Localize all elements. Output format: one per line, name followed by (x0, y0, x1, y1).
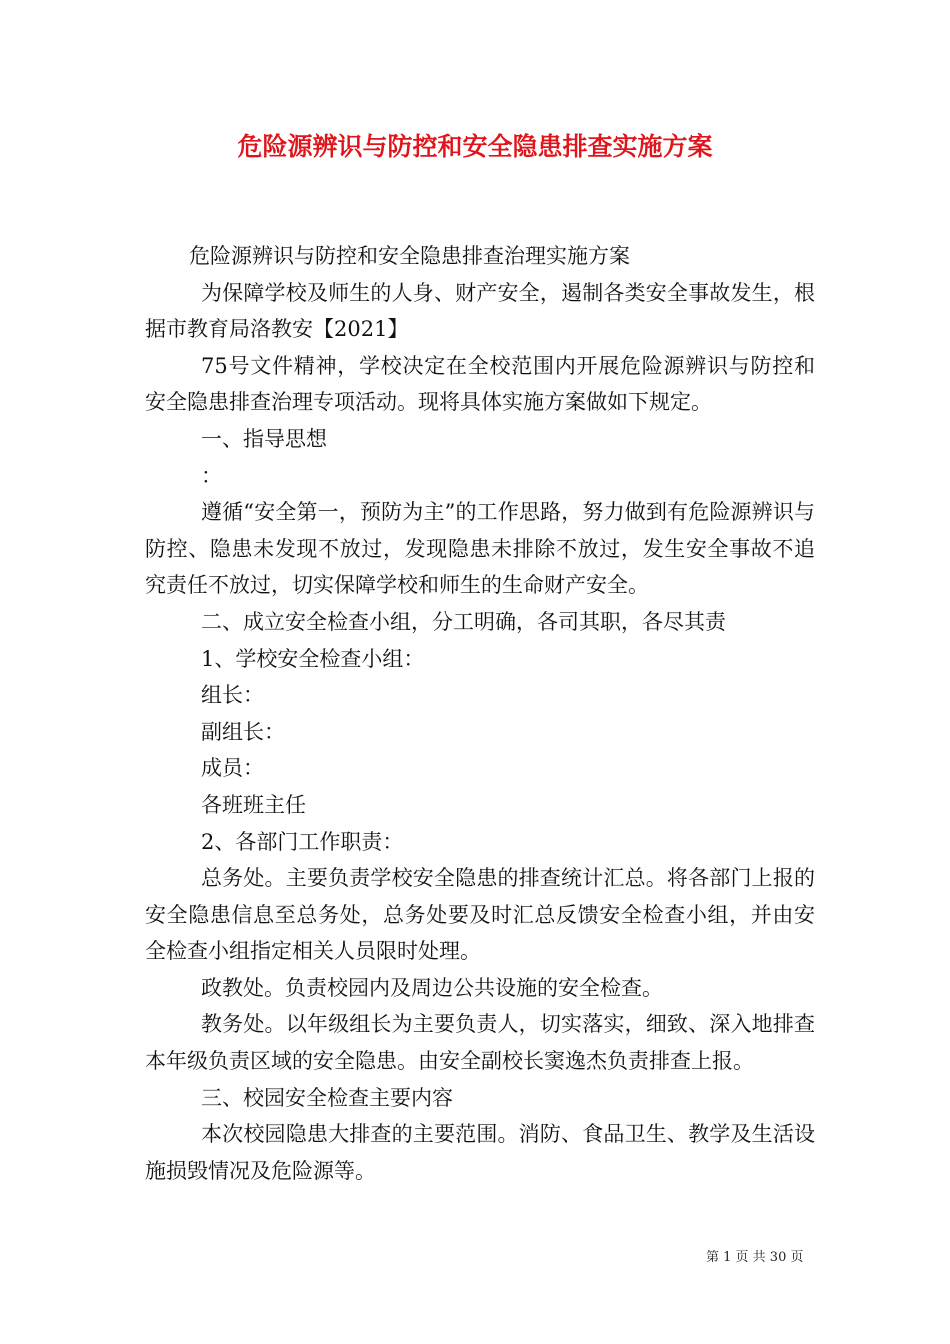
academic-affairs-paragraph: 教务处。以年级组长为主要负责人，切实落实，细致、深入地排查本年级负责区域的安全隐患。由安全副校长窦逸杰负责排查上报。 (145, 1012, 815, 1074)
document-title: 危险源辨识与防控和安全隐患排查实施方案 (237, 132, 713, 161)
subtitle-paragraph: 危险源辨识与防控和安全隐患排查治理实施方案 (189, 244, 630, 268)
members-line: 成员： (201, 756, 264, 781)
deputy-leader-line: 副组长： (201, 719, 285, 744)
page-number: 第 1 页 共 30 页 (706, 1250, 804, 1265)
subheading-inspection-team: 1、学校安全检查小组： (201, 646, 425, 671)
section-heading-team: 二、成立安全检查小组，分工明确，各司其职，各尽其责 (201, 609, 726, 634)
scope-paragraph: 本次校园隐患大排查的主要范围。消防、食品卫生、教学及生活设施损毁情况及危险源等。 (145, 1122, 815, 1183)
general-affairs-paragraph: 总务处。主要负责学校安全隐患的排查统计汇总。将各部门上报的安全隐患信息至总务处，总务处要及时汇总反馈安全检查小组，并由安全检查小组指定相关人员限时处理。 (145, 866, 815, 964)
subheading-department-duties: 2、各部门工作职责： (201, 829, 404, 854)
class-teachers-line: 各班班主任 (201, 792, 306, 817)
document-body (145, 238, 815, 1189)
leader-line: 组长： (201, 683, 264, 708)
intro-paragraph: 为保障学校及师生的人身、财产安全，遏制各类安全事故发生，根据市教育局洛教安【2021】 (145, 280, 815, 342)
section-heading-content: 三、校园安全检查主要内容 (201, 1085, 453, 1110)
colon-line: ： (201, 463, 222, 488)
guiding-paragraph: 遵循“安全第一，预防为主”的工作思路，努力做到有危险源辨识与防控、隐患未发现不放过，发现隐患未排除不放过，发生安全事故不追究责任不放过，切实保障学校和师生的生命财产安全。 (145, 500, 815, 598)
section-heading-guiding: 一、指导思想 (201, 426, 327, 451)
intro-continued-paragraph: 75号文件精神，学校决定在全校范围内开展危险源辨识与防控和安全隐患排查治理专项活动。现将具体实施方案做如下规定。 (145, 353, 815, 415)
political-affairs-paragraph: 政教处。负责校园内及周边公共设施的安全检查。 (201, 975, 663, 1000)
